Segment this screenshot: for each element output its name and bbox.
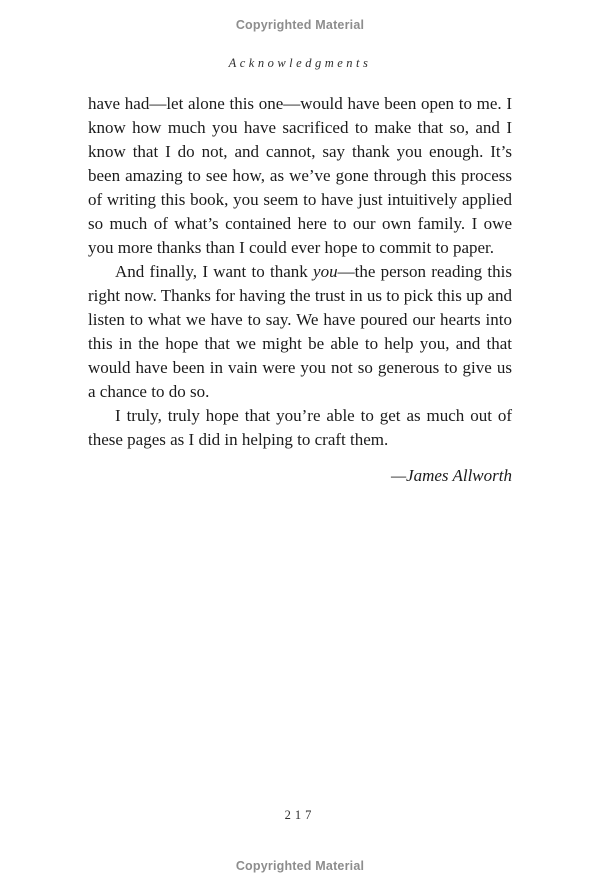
- copyright-notice-top: Copyrighted Material: [235, 18, 365, 32]
- copyright-notice-bottom: Copyrighted Material: [235, 859, 365, 873]
- paragraph-2-text-after: —the person reading this right now. Thanks for having the trust in us to pick this up and listen to what we have to say. We have poured our hearts into this in the hope that we might be able to help you, and that would have been in vain were you not so generous to give us a chance to do so.: [88, 262, 512, 401]
- page-body: [88, 92, 512, 488]
- paragraph-3: I truly, truly hope that you’re able to get as much out of these pages as I did in helping to craft them.: [88, 406, 512, 449]
- paragraph-2-text-before: And finally, I want to thank: [115, 262, 314, 281]
- paragraph-2: [88, 260, 512, 404]
- page-number: 217: [284, 808, 316, 822]
- chapter-title: Acknowledgments: [228, 56, 372, 70]
- paragraph-2-emphasis: you: [313, 262, 338, 281]
- author-signature: —James Allworth: [390, 466, 512, 485]
- paragraph-1: have had—let alone this one—would have been open to me. I know how much you have sacrificed to make that so, and I know that I do not, and cannot, say thank you enough. It’s been amazing to see how, as we’ve gone through this process of writing this book, you seem to have just intuitively applied so much of what’s contained here to our own family. I owe you more thanks than I could ever hope to commit to paper.: [88, 94, 512, 257]
